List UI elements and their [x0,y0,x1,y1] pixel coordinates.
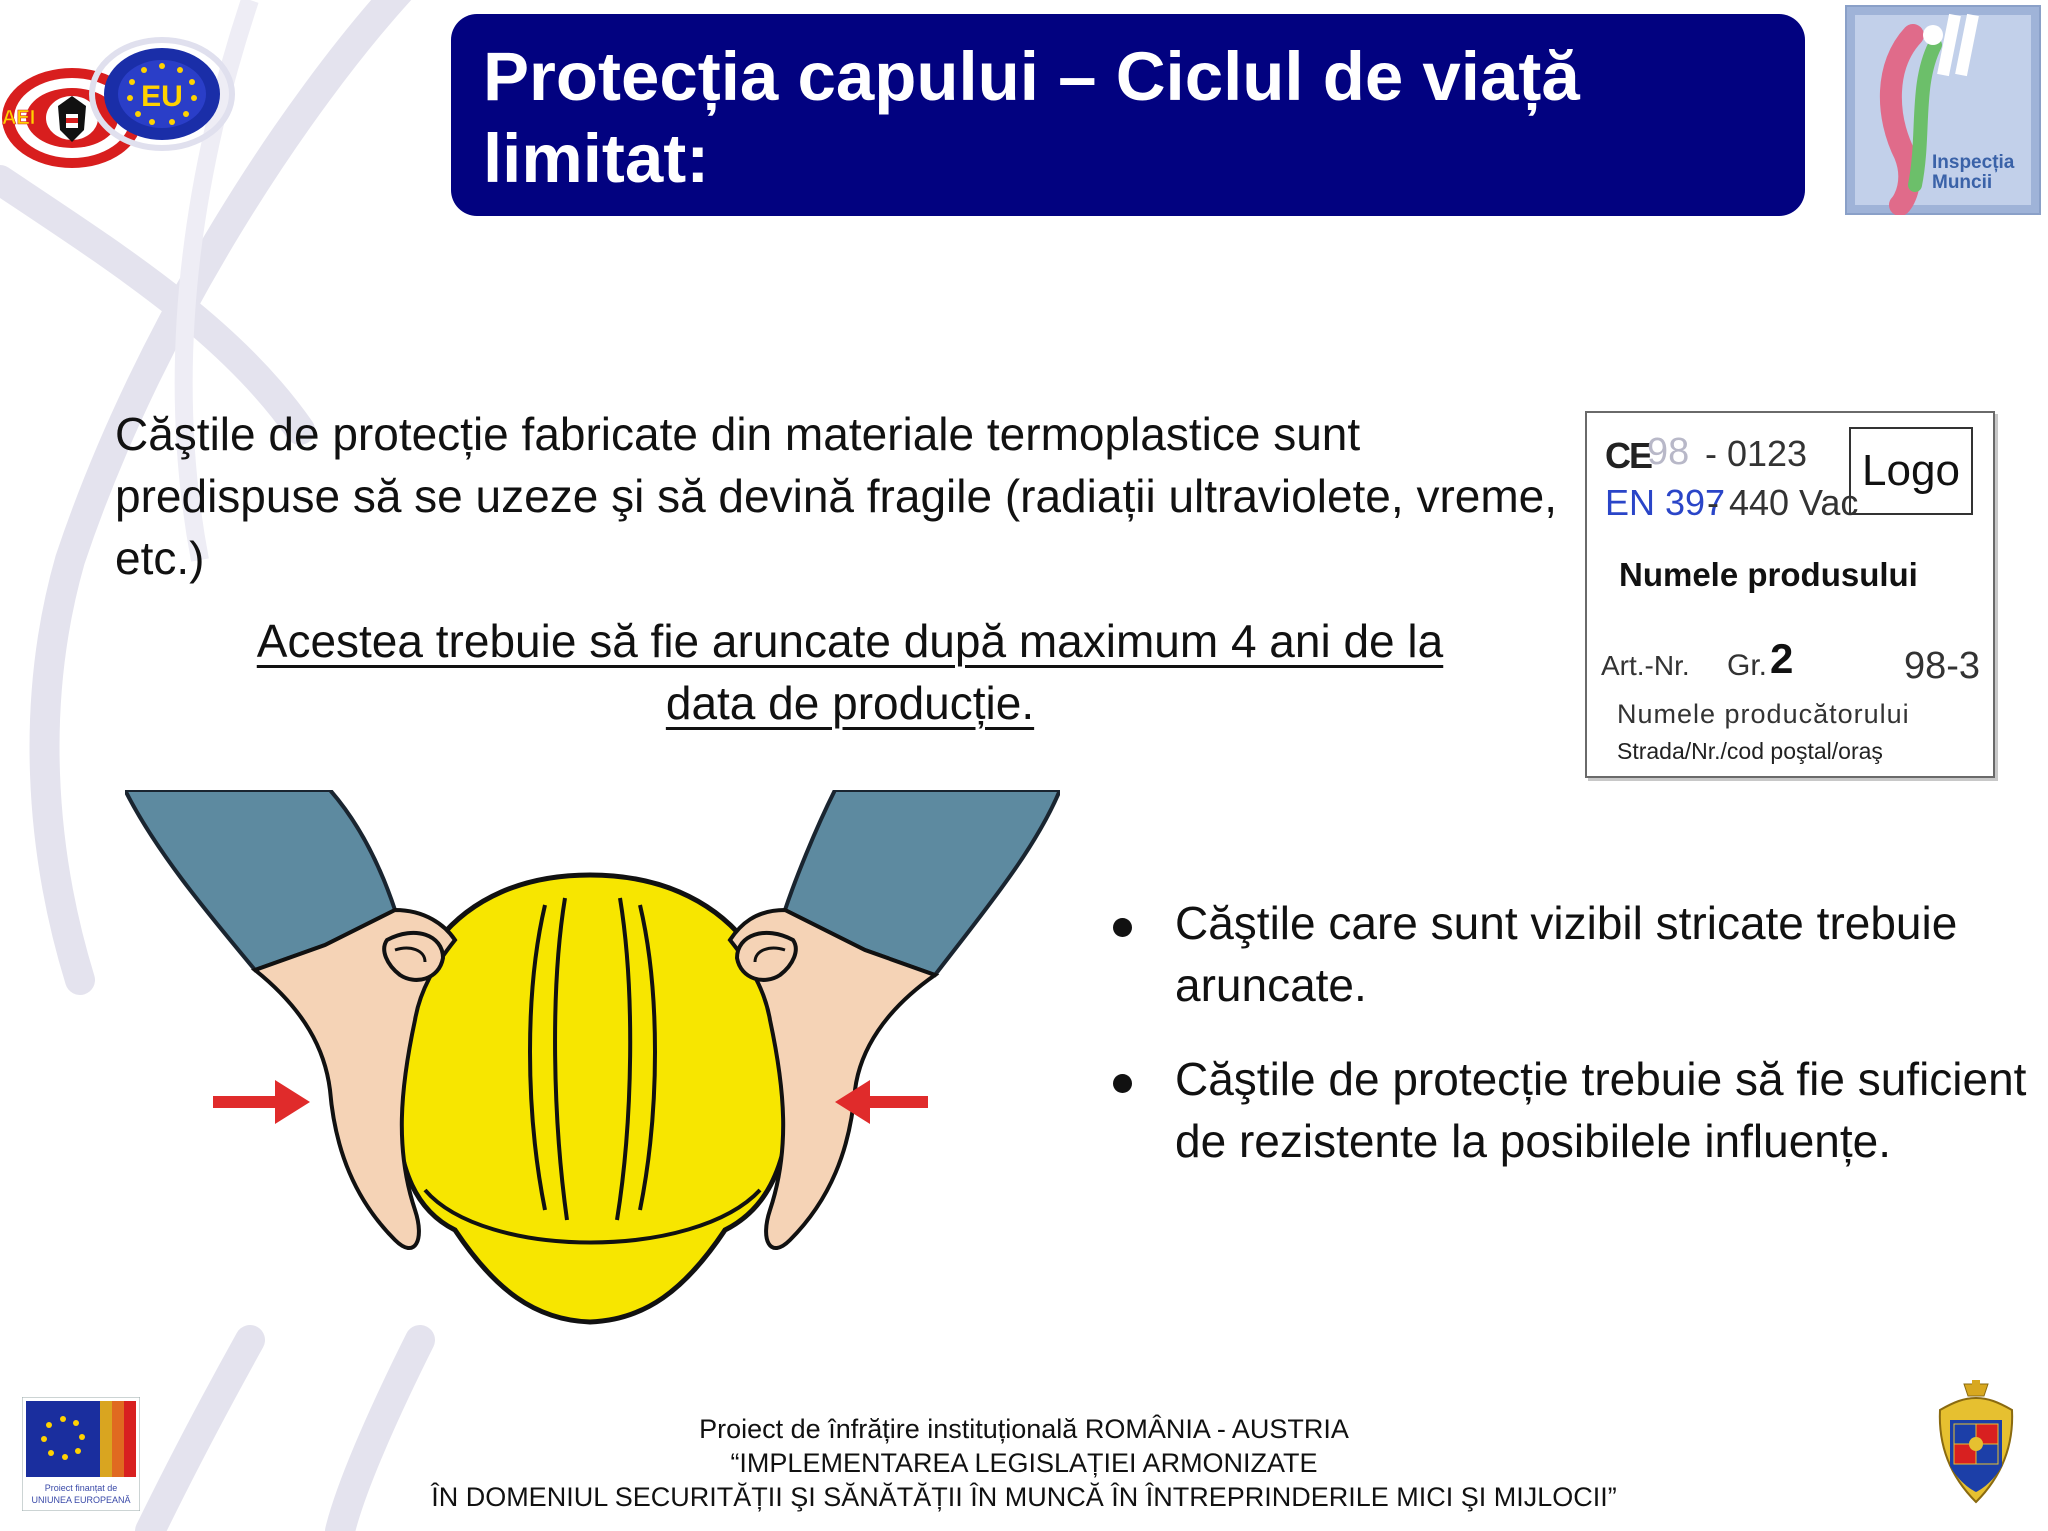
bullet-text-2: Căştile de protecție trebuie să fie suficient de rezistente la posibilele influențe. [1175,1053,2027,1167]
label-voltage: - 440 Vac [1707,482,1859,523]
bullet-icon [1113,1074,1132,1093]
label-address: Strada/Nr./cod poştal/oraş [1617,738,1883,764]
ce-mark: CE [1605,435,1652,476]
footer-line-1: Proiect de înfrățire instituțională ROMÂNIA - AUSTRIA [699,1414,1349,1444]
label-size-label: Gr. [1727,649,1768,682]
bullet-list [1105,892,2048,1204]
bullet-text-1: Căştile care sunt vizibil stricate trebuie aruncate. [1175,897,1958,1011]
romania-coat-of-arms [1934,1380,2018,1506]
label-size-value: 2 [1770,635,1794,682]
footer-line-2: “IMPLEMENTAREA LEGISLAȚIEI ARMONIZATE [730,1448,1318,1478]
aei-logo-text: AEI [2,107,36,129]
label-art-nr: Art.-Nr. [1601,650,1690,681]
page-title-line-2: limitat: [483,120,710,197]
label-product-name: Numele produsului [1619,556,1918,593]
page-title-line-1: Protecția capului – Ciclul de viață [483,38,1580,115]
disposal-rule-line-2: data de producție. [665,677,1035,729]
left-arrow-icon [213,1080,310,1124]
helmet-label [1585,411,1995,778]
list-item [1105,1048,2048,1172]
eu-flag-caption-1: Proiect finanțat de [44,1483,118,1493]
disposal-rule [200,610,1500,734]
label-date-code: 98-3 [1904,645,1981,687]
label-notified-body: - 0123 [1705,433,1808,474]
eu-logo-text: EU [141,80,183,113]
label-year: 98 [1647,431,1690,473]
list-item [1105,892,2048,1016]
inspectia-muncii-label [1932,153,2014,193]
footer [0,1412,2048,1514]
label-logo-box: Logo [1849,427,1973,515]
eu-flag-caption-2: UNIUNEA EUROPEANĂ [31,1495,131,1505]
aei-eu-logo [0,34,240,174]
intro-paragraph: Căştile de protecție fabricate din materiale termoplastice sunt predispuse să se uzeze şi să devină fragile (radiații ultraviolete, vreme, etc.) [115,408,1558,584]
title-banner [451,14,1805,216]
disposal-rule-line-1: Acestea trebuie să fie aruncate după maximum 4 ani de la [256,615,1444,667]
label-standard: EN 397 [1605,482,1726,523]
helmet-squeeze-illustration [125,790,1060,1340]
label-manufacturer: Numele producătorului [1617,699,1910,729]
muncii-text: Muncii [1932,172,1993,193]
bullet-icon [1113,918,1132,937]
inspectia-text: Inspecția [1932,152,2015,173]
footer-line-3: ÎN DOMENIUL SECURITĂȚII ŞI SĂNĂTĂȚII ÎN MUNCĂ ÎN ÎNTREPRINDERILE MICI ŞI MIJLOCII” [431,1482,1617,1512]
